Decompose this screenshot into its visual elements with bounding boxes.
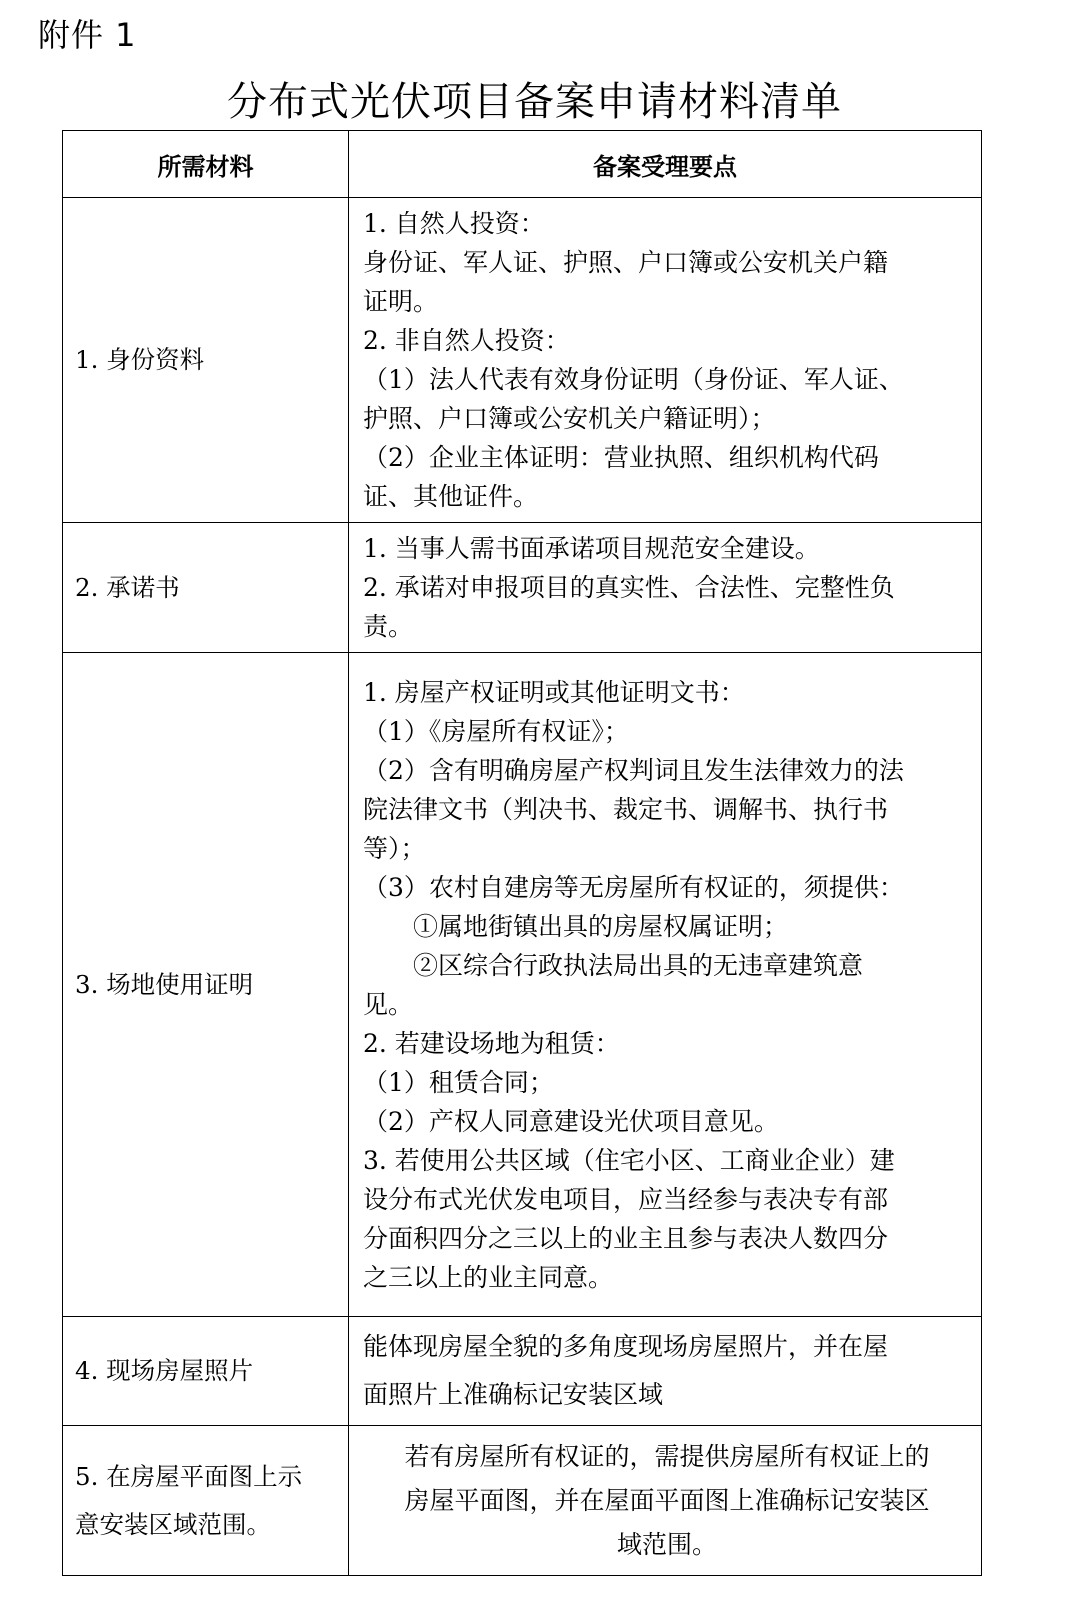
requirement-cell — [349, 198, 982, 523]
material-cell: 4. 现场房屋照片 — [63, 1317, 349, 1426]
requirement-line: 见。 — [363, 989, 414, 1019]
requirement-line: 之三以上的业主同意。 — [363, 1262, 614, 1292]
document-title: 分布式光伏项目备案申请材料清单 — [227, 79, 842, 125]
table-row — [63, 198, 982, 523]
requirement-line: ①属地街镇出具的房屋权属证明； — [413, 911, 789, 941]
requirement-line: 责。 — [363, 612, 414, 641]
requirement-cell — [349, 653, 982, 1317]
requirement-line: 分面积四分之三以上的业主且参与表决人数四分 — [363, 1223, 889, 1253]
requirement-line: ②区综合行政执法局出具的无违章建筑意 — [413, 950, 864, 980]
material-cell — [63, 1426, 349, 1576]
requirement-line: 房屋平面图，并在屋面平面图上准确标记安装区 — [404, 1485, 930, 1515]
table-row — [63, 1426, 982, 1576]
requirement-line: 设分布式光伏发电项目，应当经参与表决专有部 — [363, 1184, 889, 1214]
table-row — [63, 523, 982, 653]
requirement-cell — [349, 1317, 982, 1426]
requirement-cell — [349, 1426, 982, 1576]
requirement-line: （3）农村自建房等无房屋所有权证的，须提供： — [363, 872, 904, 902]
requirement-line: 2. 承诺对申报项目的真实性、合法性、完整性负 — [363, 573, 895, 602]
table-row — [63, 653, 982, 1317]
materials-table — [62, 130, 982, 1576]
material-cell: 3. 场地使用证明 — [63, 653, 349, 1317]
material-line: 5. 在房屋平面图上示 — [75, 1461, 303, 1491]
requirement-line: 证、其他证件。 — [363, 482, 539, 511]
requirement-line: 1. 房屋产权证明或其他证明文书： — [363, 677, 745, 707]
material-cell: 2. 承诺书 — [63, 523, 349, 653]
requirement-line: 面照片上准确标记安装区域 — [363, 1380, 664, 1409]
table-header-row — [63, 131, 982, 198]
requirement-line: 身份证、军人证、护照、户口簿或公安机关户籍 — [363, 248, 889, 277]
material-line: 意安装区域范围。 — [75, 1509, 271, 1539]
requirement-line: （2）产权人同意建设光伏项目意见。 — [363, 1106, 779, 1136]
header-key-points: 备案受理要点 — [349, 131, 982, 198]
requirement-line: （2）企业主体证明：营业执照、组织机构代码 — [363, 443, 879, 472]
requirement-line: （2）含有明确房屋产权判词且发生法律效力的法 — [363, 755, 904, 785]
requirement-line: （1）租赁合同； — [363, 1067, 554, 1097]
requirement-cell — [349, 523, 982, 653]
requirement-line: 1. 自然人投资： — [363, 209, 545, 238]
requirement-line: 院法律文书（判决书、裁定书、调解书、执行书 — [363, 794, 889, 824]
requirement-line: 等）； — [363, 833, 426, 863]
requirement-line: 能体现房屋全貌的多角度现场房屋照片，并在屋 — [363, 1332, 889, 1361]
requirement-line: 2. 非自然人投资： — [363, 326, 570, 355]
requirement-line: 域范围。 — [616, 1529, 717, 1559]
requirement-line: 护照、户口簿或公安机关户籍证明）； — [363, 404, 776, 433]
header-materials: 所需材料 — [63, 131, 349, 198]
requirement-line: （1）《房屋所有权证》； — [363, 716, 629, 746]
requirement-line: 2. 若建设场地为租赁： — [363, 1028, 620, 1058]
material-cell: 1. 身份资料 — [63, 198, 349, 523]
requirement-line: 若有房屋所有权证的，需提供房屋所有权证上的 — [404, 1441, 930, 1471]
requirement-line: 3. 若使用公共区域（住宅小区、工商业企业）建 — [363, 1145, 895, 1175]
requirement-line: （1）法人代表有效身份证明（身份证、军人证、 — [363, 365, 904, 394]
attachment-label: 附件 1 — [38, 16, 137, 54]
requirement-line: 1. 当事人需书面承诺项目规范安全建设。 — [363, 534, 820, 563]
table-row — [63, 1317, 982, 1426]
requirement-line: 证明。 — [363, 287, 439, 316]
